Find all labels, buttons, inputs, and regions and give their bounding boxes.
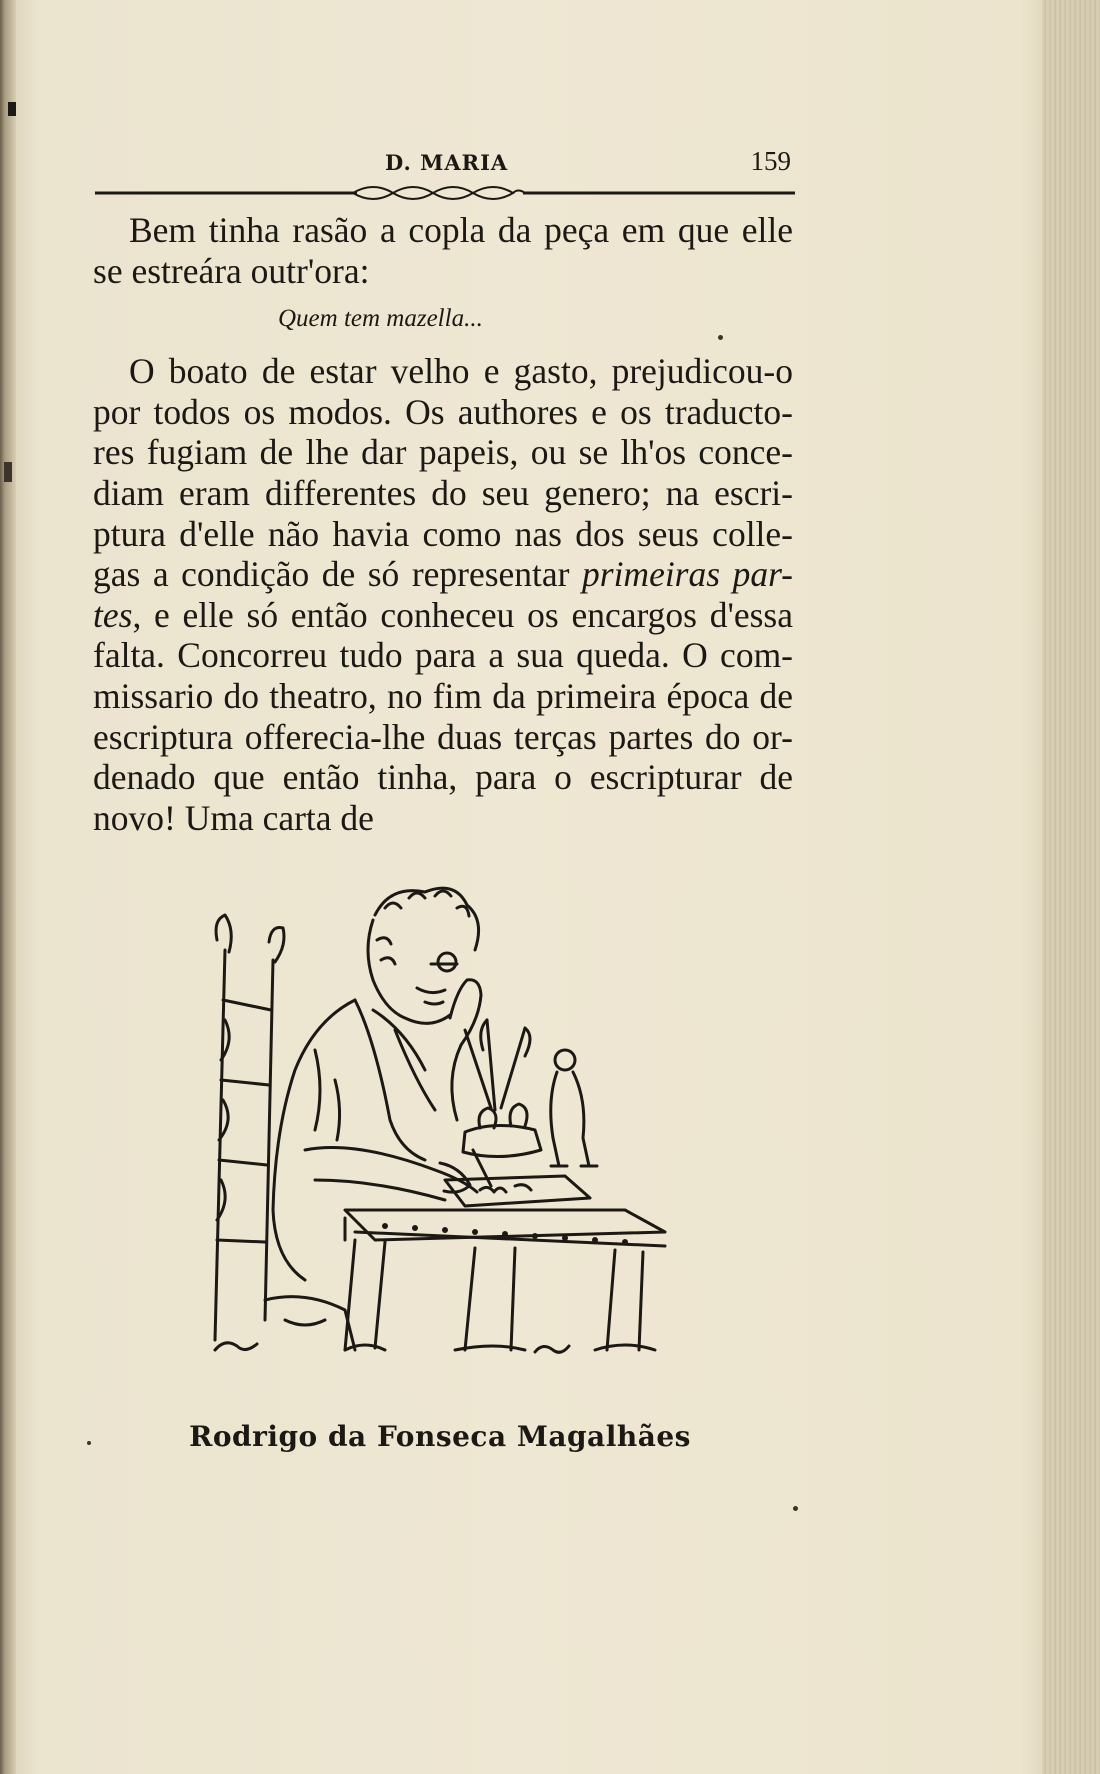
text-line: se estreára outr'ora: [93,250,370,291]
italic-text: primeiras par- [582,554,793,595]
page-binding [0,0,16,1774]
text-line: ptura d'elle não havia como nas dos seus colle- [93,513,793,554]
text-line [93,595,793,636]
text-segment: gas a condição de só representar [93,554,582,595]
paper-speck [793,1506,798,1511]
text-segment: , e elle só então conheceu os encargos d'essa [132,594,793,635]
text-line: denado que então tinha, para o escripturar de [93,757,793,798]
text-line [93,554,793,595]
illustration-caption: Rodrigo da Fonseca Magalhães [189,1420,691,1453]
running-head [95,146,795,176]
text-line: escriptura offerecia-lhe duas terças partes do or- [93,716,793,757]
verse-quote: Quem tem mazella... [278,305,483,333]
body-text [93,210,793,838]
text-line: O boato de estar velho e gasto, prejudicou-o [129,351,793,392]
running-head-title: D. MARIA [385,150,509,175]
text-line: diam eram differentes do seu genero; na escri- [93,472,793,513]
text-line: Bem tinha rasão a copla da peça em que elle [129,210,793,250]
engraving-illustration [195,880,715,1420]
text-line: missario do theatro, no fim da primeira época de [93,675,793,716]
text-line: novo! Uma carta de [93,797,374,838]
paper-speck [718,335,723,340]
page-edges [1042,0,1100,1774]
ornamental-rule [95,180,795,206]
binding-mark [4,462,12,482]
text-line: falta. Concorreu tudo para a sua queda. O com- [93,635,793,676]
text-line: por todos os modos. Os authores e os traducto- [93,391,793,432]
paper-speck [87,1441,91,1445]
italic-text: tes [93,594,133,635]
binding-mark [8,102,16,116]
page-number: 159 [750,146,791,176]
text-line: res fugiam de lhe dar papeis, ou se lh'os conce- [93,432,793,473]
